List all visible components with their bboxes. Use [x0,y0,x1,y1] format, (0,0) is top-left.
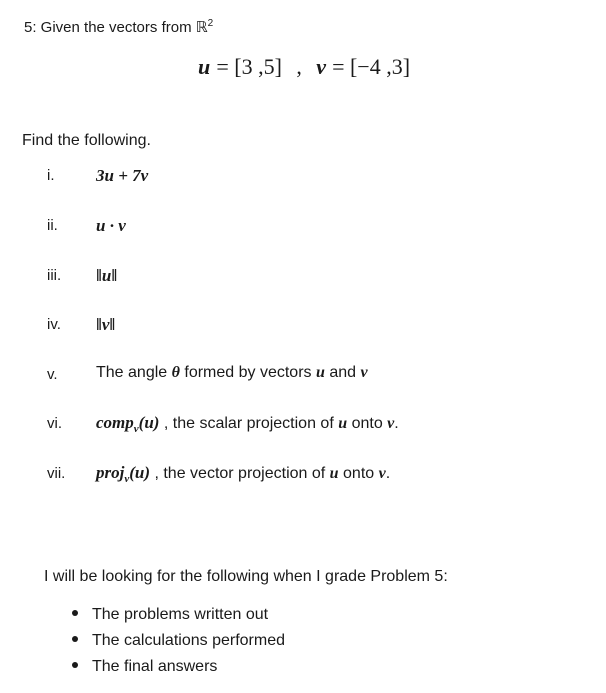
item-text-part: The angle [96,364,172,381]
bullet-text: The problems written out [92,606,269,623]
vector-u-ref: u [329,465,339,482]
item-numeral: vii. [47,465,66,482]
item-numeral: vi. [47,415,62,432]
real-space-exponent: 2 [207,18,214,29]
vector-v-ref: v [387,415,395,432]
item-text-part: , the scalar projection of [159,415,339,432]
bullet-icon [72,610,78,616]
item-numeral: iv. [47,316,61,333]
real-space-symbol: ℝ [195,18,208,36]
vector-v-ref: v [378,465,386,482]
proj-function: proj [96,463,125,482]
list-item [72,606,268,624]
item-text-part: onto [338,465,379,482]
item-text [96,413,399,435]
vector-u-ref: u [338,415,348,432]
bullet-icon [72,662,78,668]
proj-argument: (u) [129,463,151,482]
theta-symbol: θ [171,364,180,381]
item-numeral: i. [47,167,55,184]
vector-definitions [198,54,410,80]
item-text [96,364,368,382]
list-item [72,632,285,650]
item-numeral: ii. [47,217,58,234]
item-text-part: , the vector projection of [150,465,330,482]
find-label: Find the following. [22,132,151,149]
vector-separator: , [296,54,302,79]
bullet-text: The final answers [92,658,218,675]
vector-u-ref: u [315,364,325,381]
item-numeral: v. [47,366,58,383]
problem-intro: 5: Given the vectors from [24,19,196,36]
vector-v-ref: v [360,364,368,381]
comp-subscript: v [133,423,139,435]
item-expression: ‖v‖ [96,315,116,334]
item-numeral: iii. [47,267,62,284]
item-text-part: formed by vectors [179,364,316,381]
comp-function: comp [96,413,134,432]
vector-u-value: = [3 ,5] [216,54,282,79]
item-text-part: onto [347,415,388,432]
item-text-part: and [324,364,361,381]
comp-argument: (u) [138,413,160,432]
item-text-part: . [394,415,399,432]
bullet-icon [72,636,78,642]
proj-subscript: v [124,473,130,485]
vector-u-name: u [198,54,211,79]
item-expression: 3u + 7v [96,166,149,185]
item-expression: u · v [96,216,126,235]
grading-intro: I will be looking for the following when I grade Problem 5: [44,568,448,585]
item-text-part: . [385,465,391,482]
problem-header [24,18,213,36]
item-text [96,463,390,485]
vector-v-value: = [−4 ,3] [332,54,411,79]
list-item [72,658,217,676]
item-expression: ‖u‖ [96,266,118,285]
vector-v-name: v [316,54,326,79]
bullet-text: The calculations performed [92,632,285,649]
